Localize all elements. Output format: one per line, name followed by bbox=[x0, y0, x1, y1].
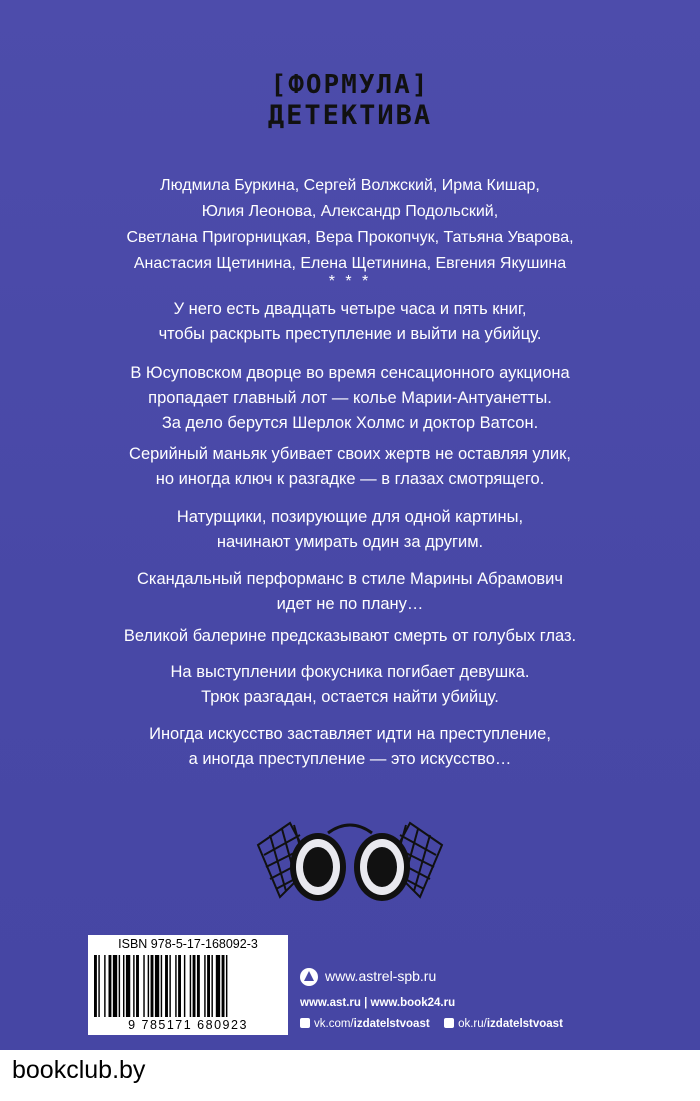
blurb-paragraph bbox=[0, 722, 700, 772]
barcode-bar bbox=[104, 955, 105, 1017]
barcode-bar bbox=[222, 955, 225, 1017]
blurb-paragraph bbox=[0, 442, 700, 492]
barcode-bar bbox=[98, 955, 99, 1017]
barcode-bar bbox=[169, 955, 170, 1017]
barcode-bar bbox=[193, 955, 196, 1017]
blurb-paragraph bbox=[0, 660, 700, 710]
ok-icon bbox=[444, 1018, 454, 1028]
ok-handle-link[interactable]: izdatelstvoast bbox=[486, 1018, 563, 1030]
blurb-paragraph bbox=[0, 567, 700, 617]
publisher-logo-icon bbox=[300, 968, 318, 986]
blurb-paragraph bbox=[0, 505, 700, 555]
barcode-bar bbox=[94, 955, 97, 1017]
barcode-bar bbox=[216, 955, 220, 1017]
separator-stars: * * * bbox=[328, 273, 372, 290]
barcode-bar bbox=[123, 955, 124, 1017]
barcode-bar bbox=[165, 955, 168, 1017]
barcode-bar bbox=[126, 955, 130, 1017]
blurb-line: Скандальный перформанс в стиле Марины Абрамович bbox=[137, 570, 563, 588]
publisher-secondary-links[interactable]: www.ast.ru | www.book24.ru bbox=[300, 997, 456, 1009]
blurb-line: На выступлении фокусника погибает девушка. bbox=[170, 663, 530, 681]
social-links bbox=[300, 1018, 563, 1030]
barcode-bar bbox=[151, 955, 154, 1017]
blurb-line: но иногда ключ к разгадке — в глазах смотрящего. bbox=[155, 470, 545, 488]
footer-site-label: bookclub.by bbox=[12, 1056, 146, 1084]
barcode-bar bbox=[207, 955, 210, 1017]
barcode-bar bbox=[226, 955, 227, 1017]
author-list bbox=[0, 173, 700, 277]
author-line: Людмила Буркина, Сергей Волжский, Ирма Кишар, bbox=[160, 177, 540, 194]
series-logo-line1: [ФОРМУЛА] bbox=[270, 70, 430, 100]
barcode-bar bbox=[113, 955, 117, 1017]
blurb-line: идет не по плану… bbox=[276, 595, 424, 613]
series-logo-line2: ДЕТЕКТИВА bbox=[267, 100, 433, 131]
blurb-line: За дело берутся Шерлок Холмс и доктор Ватсон. bbox=[161, 414, 539, 432]
blurb-line: начинают умирать один за другим. bbox=[216, 533, 484, 551]
blurb-line: Серийный маньяк убивает своих жертв не оставляя улик, bbox=[129, 445, 571, 463]
vk-handle-link[interactable]: izdatelstvoast bbox=[353, 1018, 430, 1030]
barcode-bar bbox=[190, 955, 191, 1017]
publisher-website-link[interactable]: www.astrel-spb.ru bbox=[325, 968, 437, 984]
barcode-bar bbox=[197, 955, 200, 1017]
barcode-bar bbox=[133, 955, 134, 1017]
blurb-line: У него есть двадцать четыре часа и пять книг, bbox=[173, 300, 527, 318]
blurb-line: чтобы раскрыть преступление и выйти на убийцу. bbox=[158, 325, 542, 343]
barcode-image bbox=[94, 955, 282, 1017]
barcode-bar bbox=[148, 955, 149, 1017]
blurb-line: Великой балерине предсказывают смерть от голубых глаз. bbox=[123, 627, 577, 645]
barcode-bar bbox=[178, 955, 181, 1017]
author-line: Анастасия Щетинина, Елена Щетинина, Евгения Якушина bbox=[133, 255, 567, 272]
blurb-line: В Юсуповском дворце во время сенсационного аукциона bbox=[130, 364, 570, 382]
blurb-paragraph bbox=[0, 361, 700, 436]
blurb-line: Натурщики, позирующие для одной картины, bbox=[176, 508, 524, 526]
blurb-paragraph bbox=[0, 624, 700, 649]
blurb-line: Трюк разгадан, остается найти убийцу. bbox=[201, 688, 499, 706]
author-line: Юлия Леонова, Александр Подольский, bbox=[201, 203, 499, 220]
barcode-bar bbox=[155, 955, 159, 1017]
ok-prefix: ok.ru/ bbox=[458, 1018, 487, 1030]
barcode-block bbox=[88, 935, 288, 1035]
blurb-paragraph bbox=[0, 297, 700, 347]
barcode-bar bbox=[109, 955, 112, 1017]
author-line: Светлана Пригорницкая, Вера Прокопчук, Татьяна Уварова, bbox=[126, 229, 574, 246]
isbn-label: ISBN 978-5-17-168092-3 bbox=[118, 937, 258, 951]
blurb-line: Иногда искусство заставляет идти на преступление, bbox=[149, 725, 551, 743]
barcode-bar bbox=[119, 955, 120, 1017]
barcode-digits: 9 785171 680923 bbox=[128, 1018, 248, 1032]
barcode-bar bbox=[161, 955, 162, 1017]
handcuffs-icon bbox=[250, 805, 450, 915]
barcode-bar bbox=[143, 955, 144, 1017]
barcode-bar bbox=[136, 955, 139, 1017]
vk-prefix: vk.com/ bbox=[314, 1018, 354, 1030]
vk-icon bbox=[300, 1018, 310, 1028]
barcode-bar bbox=[184, 955, 185, 1017]
barcode-bar bbox=[175, 955, 176, 1017]
barcode-bar bbox=[211, 955, 212, 1017]
blurb-line: пропадает главный лот — колье Марии-Антуанетты. bbox=[148, 389, 552, 407]
barcode-bar bbox=[204, 955, 205, 1017]
blurb-line: а иногда преступление — это искусство… bbox=[188, 750, 512, 768]
